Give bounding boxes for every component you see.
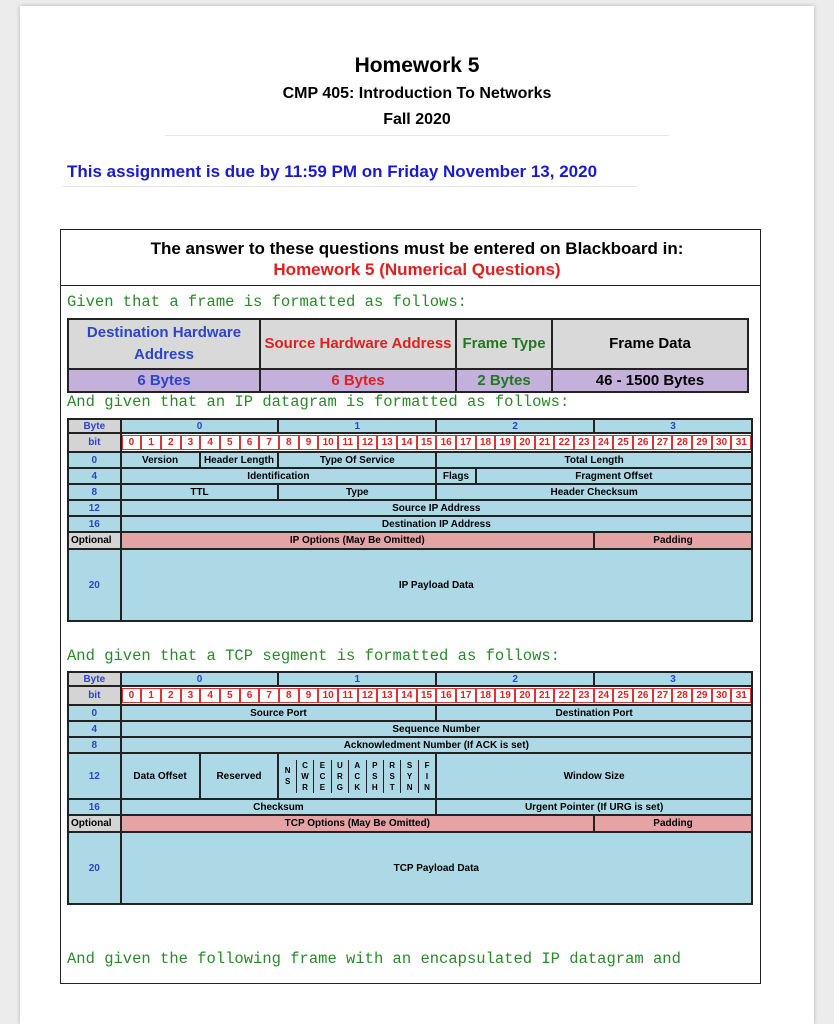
tcp-flag-letter: N — [406, 782, 413, 792]
tcp-flag-letter: H — [371, 782, 378, 792]
row-offset-optional: Optional — [68, 815, 121, 832]
bit-number: 19 — [495, 435, 515, 450]
tcp-flag-letter: K — [354, 782, 361, 792]
tcp-flag-letter: S — [389, 771, 395, 781]
bit-number: 23 — [574, 688, 594, 703]
bit-number: 27 — [653, 435, 673, 450]
tcp-flag-letter: S — [284, 777, 291, 786]
tcp-flag-letter: G — [336, 782, 344, 792]
bit-ruler — [121, 686, 752, 705]
tcp-flag-letter: T — [389, 782, 395, 792]
tcp-payload: TCP Payload Data — [121, 832, 752, 904]
tcp-flag-letter: N — [284, 766, 291, 775]
byte-0: 0 — [121, 672, 279, 686]
bit-number: 22 — [554, 688, 574, 703]
bit-number: 0 — [122, 688, 142, 703]
bit-number: 29 — [692, 435, 712, 450]
ip-total-length: Total Length — [436, 452, 752, 468]
row-offset: 12 — [68, 753, 121, 799]
tcp-flag-letter: C — [354, 771, 361, 781]
tcp-flag — [349, 760, 366, 793]
row-offset: 4 — [68, 468, 121, 484]
ip-header-checksum: Header Checksum — [436, 484, 752, 500]
bit-number: 2 — [161, 435, 181, 450]
bit-number: 24 — [594, 435, 614, 450]
bit-number: 10 — [318, 435, 338, 450]
tcp-padding: Padding — [594, 815, 752, 832]
bit-number: 10 — [318, 688, 338, 703]
final-text: And given the following frame with an encapsulated IP datagram and — [67, 950, 681, 968]
bit-number: 20 — [515, 688, 535, 703]
ip-options: IP Options (May Be Omitted) — [121, 532, 594, 549]
bit-number: 15 — [417, 435, 437, 450]
tcp-flag-letter: W — [301, 771, 309, 781]
bit-label: bit — [68, 433, 121, 452]
frame-size-data: 46 - 1500 Bytes — [552, 369, 748, 392]
tcp-flag — [279, 760, 296, 793]
bit-number: 6 — [240, 688, 260, 703]
bit-number: 21 — [535, 688, 555, 703]
bit-number: 20 — [515, 435, 535, 450]
bit-number: 31 — [731, 435, 751, 450]
tcp-flag-letter: R — [389, 760, 396, 770]
tcp-intro-text: And given that a TCP segment is formatted as follows: — [67, 647, 560, 665]
bit-number: 28 — [672, 435, 692, 450]
frame-size-destination: 6 Bytes — [68, 369, 260, 392]
bit-number: 8 — [279, 688, 299, 703]
row-offset: 20 — [68, 832, 121, 904]
ip-intro-text: And given that an IP datagram is formatted as follows: — [67, 393, 570, 411]
ip-header-length: Header Length — [200, 452, 279, 468]
bit-number: 15 — [417, 688, 437, 703]
divider — [165, 135, 669, 136]
frame-field-data: Frame Data — [552, 319, 748, 369]
tcp-flag-letter: F — [424, 760, 430, 770]
bit-number: 19 — [495, 688, 515, 703]
ip-destination-address: Destination IP Address — [121, 516, 752, 532]
bit-number: 5 — [220, 435, 240, 450]
ip-identification: Identification — [121, 468, 437, 484]
bit-number: 9 — [299, 435, 319, 450]
ip-fragment-offset: Fragment Offset — [476, 468, 752, 484]
tcp-flags — [278, 753, 436, 799]
tcp-flag-letter: S — [372, 771, 378, 781]
bit-number: 23 — [574, 435, 594, 450]
bit-number: 7 — [259, 435, 279, 450]
bit-number: 11 — [338, 688, 358, 703]
ip-version: Version — [121, 452, 200, 468]
bit-number: 7 — [259, 688, 279, 703]
bit-number: 18 — [476, 435, 496, 450]
bit-number: 5 — [220, 688, 240, 703]
due-date-notice: This assignment is due by 11:59 PM on Friday November 13, 2020 — [67, 162, 598, 181]
tcp-flag-letter: S — [406, 760, 413, 770]
row-offset-optional: Optional — [68, 532, 121, 549]
tcp-reserved: Reserved — [200, 753, 279, 799]
byte-2: 2 — [436, 419, 594, 433]
ip-type: Type — [278, 484, 436, 500]
byte-0: 0 — [121, 419, 279, 433]
tcp-flag-letter: Y — [406, 771, 413, 781]
tcp-destination-port: Destination Port — [436, 705, 752, 721]
term: Fall 2020 — [383, 111, 451, 128]
bit-number: 3 — [181, 688, 201, 703]
tcp-flag-letter: E — [319, 760, 326, 770]
bit-number: 4 — [200, 688, 220, 703]
bit-number: 28 — [672, 688, 692, 703]
frame-field-source: Source Hardware Address — [260, 319, 456, 369]
bit-number: 27 — [653, 688, 673, 703]
byte-1: 1 — [278, 672, 436, 686]
bit-number: 16 — [436, 688, 456, 703]
tcp-flag-letter: P — [372, 760, 378, 770]
row-offset: 20 — [68, 549, 121, 621]
row-offset: 12 — [68, 500, 121, 516]
bit-number: 25 — [613, 688, 633, 703]
bit-number: 2 — [161, 688, 181, 703]
byte-label: Byte — [68, 419, 121, 433]
row-offset: 8 — [68, 484, 121, 500]
bit-number: 31 — [731, 688, 751, 703]
tcp-segment-table — [67, 671, 753, 905]
byte-3: 3 — [594, 672, 752, 686]
tcp-data-offset: Data Offset — [121, 753, 200, 799]
bit-number: 1 — [141, 435, 161, 450]
tcp-flag — [384, 760, 401, 793]
row-offset: 16 — [68, 516, 121, 532]
ip-type-of-service: Type Of Service — [278, 452, 436, 468]
tcp-flag-letter: E — [319, 782, 326, 792]
bit-number: 24 — [594, 688, 614, 703]
ip-padding: Padding — [594, 532, 752, 549]
bit-number: 6 — [240, 435, 260, 450]
frame-intro-text: Given that a frame is formatted as follows: — [67, 293, 467, 311]
bit-number: 17 — [456, 435, 476, 450]
ip-source-address: Source IP Address — [121, 500, 752, 516]
bit-number: 8 — [279, 435, 299, 450]
byte-label: Byte — [68, 672, 121, 686]
frame-format-table — [67, 318, 749, 393]
bit-number: 14 — [397, 435, 417, 450]
byte-1: 1 — [278, 419, 436, 433]
ip-ttl: TTL — [121, 484, 279, 500]
frame-field-type: Frame Type — [456, 319, 552, 369]
bit-number: 12 — [358, 688, 378, 703]
byte-3: 3 — [594, 419, 752, 433]
tcp-flag — [314, 760, 331, 793]
tcp-flag-letter: N — [424, 782, 430, 792]
tcp-flag — [332, 760, 349, 793]
tcp-flag-letter: R — [302, 782, 308, 792]
bit-number: 4 — [200, 435, 220, 450]
ip-datagram-table — [67, 418, 753, 622]
frame-field-destination: Destination Hardware Address — [68, 319, 260, 369]
row-offset: 16 — [68, 799, 121, 815]
blackboard-assignment-name: Homework 5 (Numerical Questions) — [273, 260, 561, 279]
tcp-flag — [367, 760, 384, 793]
bit-number: 25 — [613, 435, 633, 450]
tcp-flag-letter: I — [425, 771, 429, 781]
bit-number: 0 — [122, 435, 142, 450]
tcp-urgent-pointer: Urgent Pointer (If URG is set) — [436, 799, 752, 815]
bit-number: 17 — [456, 688, 476, 703]
tcp-window-size: Window Size — [436, 753, 752, 799]
tcp-checksum: Checksum — [121, 799, 437, 815]
bit-number: 30 — [712, 435, 732, 450]
row-offset: 0 — [68, 705, 121, 721]
frame-size-source: 6 Bytes — [260, 369, 456, 392]
course-name: CMP 405: Introduction To Networks — [282, 85, 552, 102]
bit-number: 13 — [377, 688, 397, 703]
bit-number: 12 — [358, 435, 378, 450]
bit-number: 3 — [181, 435, 201, 450]
row-offset: 8 — [68, 737, 121, 753]
bit-ruler — [121, 433, 752, 452]
tcp-options: TCP Options (May Be Omitted) — [121, 815, 594, 832]
tcp-sequence-number: Sequence Number — [121, 721, 752, 737]
tcp-flag — [297, 760, 314, 793]
bit-number: 26 — [633, 435, 653, 450]
bit-number: 22 — [554, 435, 574, 450]
bit-number: 21 — [535, 435, 555, 450]
ip-flags: Flags — [436, 468, 475, 484]
bit-number: 26 — [633, 688, 653, 703]
bit-number: 30 — [712, 688, 732, 703]
frame-size-type: 2 Bytes — [456, 369, 552, 392]
tcp-flag-letter: U — [337, 760, 343, 770]
bit-number: 1 — [141, 688, 161, 703]
tcp-flag — [401, 760, 418, 793]
page-title: Homework 5 — [354, 54, 480, 77]
bit-number: 16 — [436, 435, 456, 450]
bit-number: 14 — [397, 688, 417, 703]
tcp-ack-number: Acknowledment Number (If ACK is set) — [121, 737, 752, 753]
bit-number: 29 — [692, 688, 712, 703]
bit-number: 11 — [338, 435, 358, 450]
tcp-flag — [419, 760, 435, 793]
tcp-flag-letter: C — [319, 771, 326, 781]
divider — [62, 186, 637, 187]
bit-number: 9 — [299, 688, 319, 703]
bit-number: 18 — [476, 688, 496, 703]
tcp-flag-letter: A — [354, 760, 361, 770]
row-offset: 4 — [68, 721, 121, 737]
bit-number: 13 — [377, 435, 397, 450]
blackboard-instruction: The answer to these questions must be entered on Blackboard in: — [150, 239, 684, 258]
byte-2: 2 — [436, 672, 594, 686]
tcp-flag-letter: R — [337, 771, 343, 781]
bit-label: bit — [68, 686, 121, 705]
row-offset: 0 — [68, 452, 121, 468]
ip-payload: IP Payload Data — [121, 549, 752, 621]
tcp-flag-letter: C — [302, 760, 308, 770]
tcp-source-port: Source Port — [121, 705, 437, 721]
